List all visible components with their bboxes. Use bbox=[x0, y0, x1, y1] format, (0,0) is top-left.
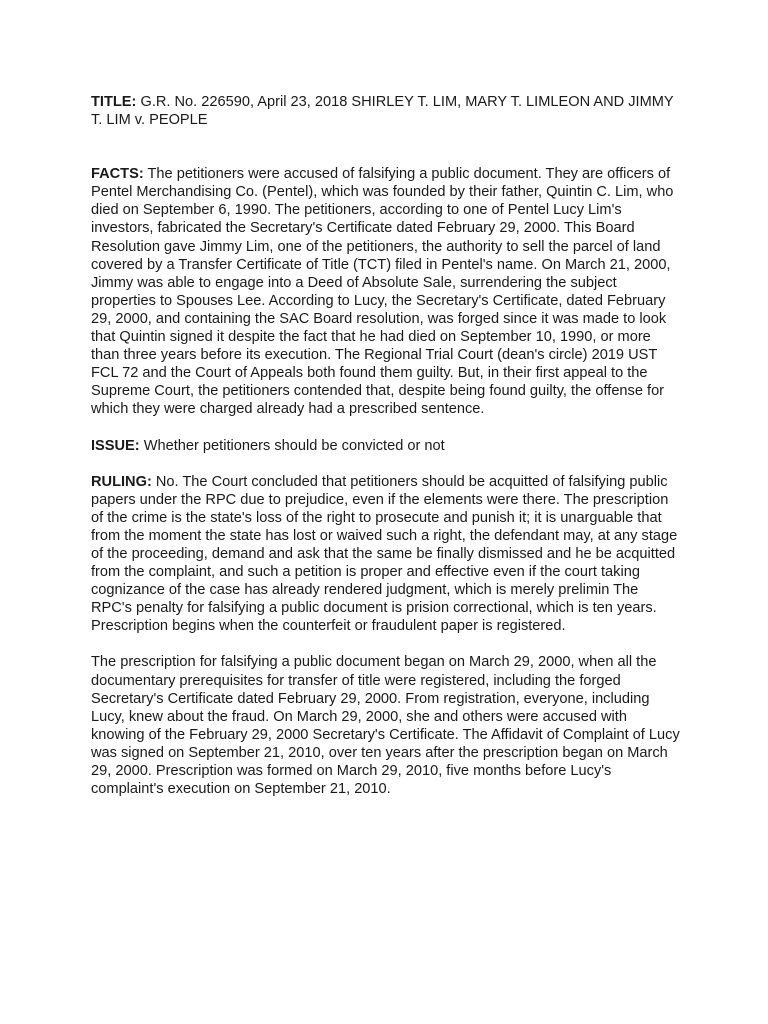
ruling-text: No. The Court concluded that petitioners should be acquitted of falsifying public papers under the RPC due to prejudice, even if the elements were there. The prescription of the crime is the state's loss of the right to prosecute and punish it; it is unarguable that from the moment the state has lost or waived such a right, the defendant may, at any stage of the proceeding, demand and ask that the same be finally dismissed and he be acquitted from the complaint, and such a petition is proper and effective even if the court taking cognizance of the case has already rendered judgment, which is merely prelimin The RPC's penalty for falsifying a public document is prision correctional, which is ten years. Prescription begins when the counterfeit or fraudulent paper is registered. bbox=[91, 473, 678, 635]
ruling-label: RULING: bbox=[91, 473, 152, 490]
facts-paragraph bbox=[91, 165, 683, 418]
closing-paragraph bbox=[91, 653, 683, 798]
issue-paragraph bbox=[91, 437, 683, 455]
title-paragraph bbox=[91, 93, 683, 129]
issue-label: ISSUE: bbox=[91, 437, 140, 454]
issue-text: Whether petitioners should be convicted or not bbox=[143, 437, 445, 454]
title-text: G.R. No. 226590, April 23, 2018 SHIRLEY T. LIM, MARY T. LIMLEON AND JIMMY T. LIM v. PEOPLE bbox=[91, 94, 674, 129]
closing-text: The prescription for falsifying a public document began on March 29, 2000, when all the documentary prerequisites for transfer of title were registered, including the forged Secretary's Certificate dated February 29, 2000. From registration, everyone, including Lucy, knew about the fraud. On March 29, 2000, she and others were accused with knowing of the February 29, 2000 Secretary's Certificate. The Affidavit of Complaint of Lucy was signed on September 21, 2010, over ten years after the prescription began on March 29, 2000. Prescription was formed on March 29, 2010, five months before Lucy's complaint's execution on September 21, 2010. bbox=[91, 654, 680, 798]
document-page bbox=[91, 93, 683, 798]
facts-label: FACTS: bbox=[91, 166, 144, 183]
ruling-paragraph bbox=[91, 473, 683, 636]
title-label: TITLE: bbox=[91, 94, 137, 110]
facts-text: The petitioners were accused of falsifying a public document. They are officers of Pentel Merchandising Co. (Pentel), which was founded by their father, Quintin C. Lim, who died on September 6, 1990. The petitioners, according to one of Pentel Lucy Lim's investors, fabricated the Secretary's Certificate dated February 29, 2000. This Board Resolution gave Jimmy Lim, one of the petitioners, the authority to sell the parcel of land covered by a Transfer Certificate of Title (TCT) filed in Pentel's name. On March 21, 2000, Jimmy was able to engage into a Deed of Absolute Sale, surrendering the subject properties to Spouses Lee. According to Lucy, the Secretary's Certificate, dated February 29, 2000, and containing the SAC Board resolution, was forged since it was made to look that Quintin signed it despite the fact that he had died on September 10, 1990, or more than three years before its execution. The Regional Trial Court (dean's circle) 2019 UST FCL 72 and the Court of Appeals both found them guilty. But, in their first appeal to the Supreme Court, the petitioners contended that, despite being found guilty, the offense for which they were charged already had a prescribed sentence. bbox=[91, 166, 674, 418]
